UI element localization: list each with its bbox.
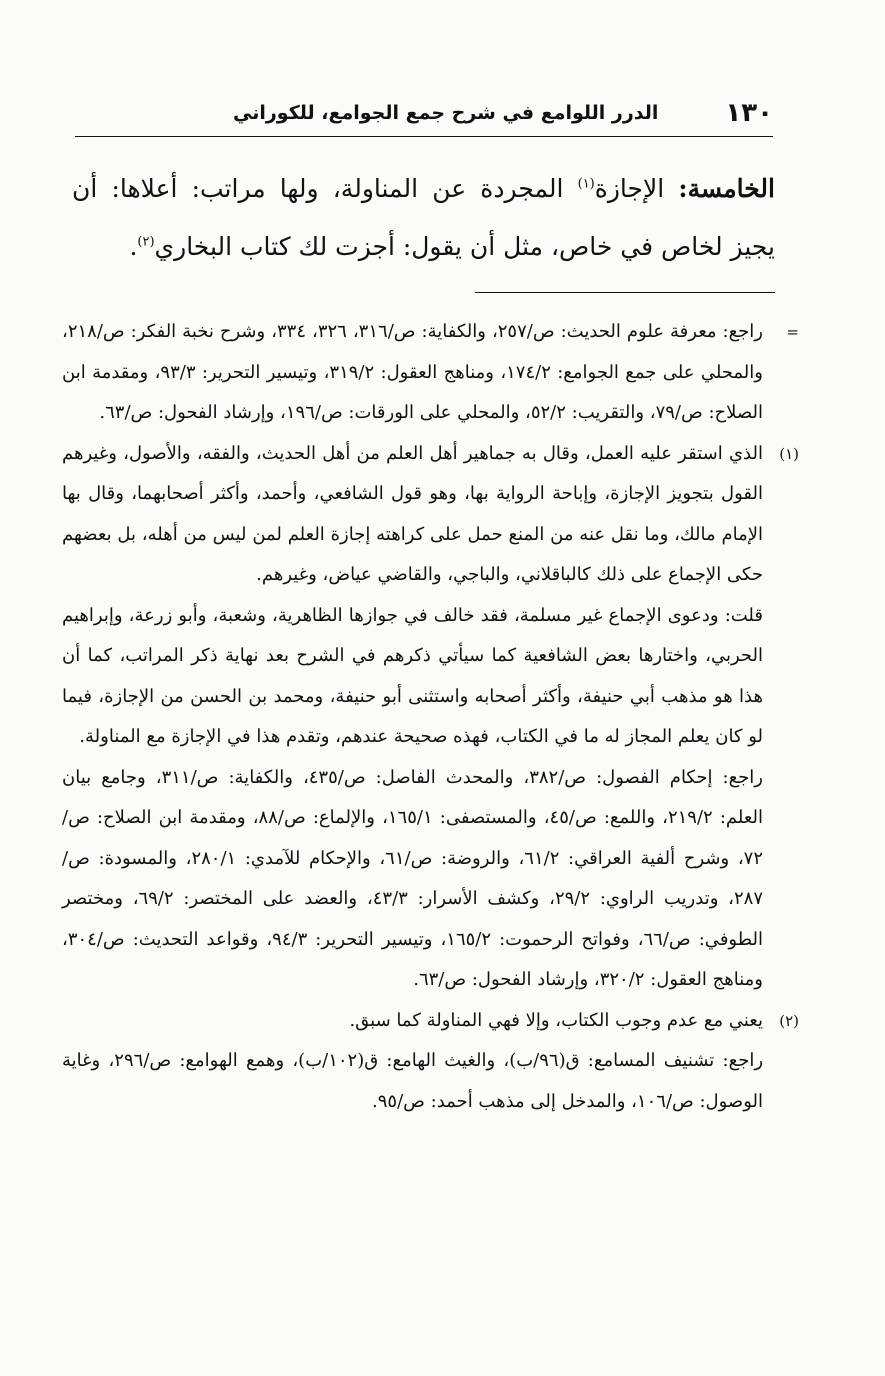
footnote-ref-2: (٢)	[137, 234, 155, 250]
continuation-marker: =	[786, 323, 799, 341]
running-title: الدرر اللوامع في شرح جمع الجوامع، للكوراني	[233, 102, 659, 124]
page-number: ١٣٠	[725, 98, 773, 128]
main-text-part-1: الإجازة	[594, 174, 679, 203]
main-text	[72, 160, 775, 276]
footnote-continuation	[62, 312, 799, 434]
page-header	[75, 96, 773, 137]
main-text-part-2: المجردة عن المناولة، ولها مراتب: أعلاها: أن يجيز لخاص في خاص، مثل أن يقول: أجزت لك كتاب البخاري	[72, 174, 775, 261]
footnote-1	[62, 434, 799, 596]
footnote-2-paragraph-2: راجع: تشنيف المسامع: ق(٩٦/ب)، والغيث الهامع: ق(١٠٢/ب)، وهمع الهوامع: ص/٢٩٦، وغاية الوصول: ص/١٠٦، والمدخل إلى مذهب أحمد: ص/٩٥.	[62, 1050, 764, 1112]
main-paragraph	[72, 160, 775, 276]
section-lead-word: الخامسة:	[678, 174, 775, 203]
continuation-text: راجع: معرفة علوم الحديث: ص/٢٥٧، والكفاية: ص/٣١٦، ٣٢٦، ٣٣٤، وشرح نخبة الفكر: ص/٢١٨، والمحلي على جمع الجوامع: ١٧٤/٢، ومناهج العقول: ٣١٩/٢، وتيسير التحرير: ٩٣/٣، ومقدمة ابن الصلاح: ص/٧٩، والتقريب: ٥٢/٢، والمحلي على الورقات: ص/١٩٦، وإرشاد الفحول: ص/٦٣.	[62, 321, 763, 423]
footnote-2-marker: (٢)	[779, 1011, 799, 1030]
footnote-2	[62, 1001, 799, 1042]
main-text-part-3: .	[129, 232, 138, 261]
footnotes	[62, 312, 799, 1122]
footnote-1-marker: (١)	[779, 444, 799, 463]
footnote-ref-1: (١)	[577, 176, 595, 192]
footnote-1-paragraph-2: قلت: ودعوى الإجماع غير مسلمة، فقد خالف في جوازها الظاهرية، وشعبة، وأبو زرعة، وإبراهيم الحربي، واختارها بعض الشافعية كما سيأتي ذكرهم في الشرح بعد نهاية ذكر المراتب، كما أن هذا هو مذهب أبي حنيفة، وأكثر أصحابه واستثنى أبو حنيفة، ومحمد بن الحسن من الإجازة، فيما لو كان يعلم المجاز له ما في الكتاب، فهذه صحيحة عندهم، وتقدم هذا في الإجازة مع المناولة.	[62, 604, 763, 747]
footnote-2-paragraph-1: يعني مع عدم وجوب الكتاب، وإلا فهي المناولة كما سبق.	[349, 1009, 763, 1031]
footnote-divider	[475, 292, 775, 293]
footnote-1-paragraph-1: الذي استقر عليه العمل، وقال به جماهير أهل العلم من أهل الحديث، والفقه، والأصول، وغيرهم القول بتجويز الإجازة، وإباحة الرواية بها، وهو قول الشافعي، وأحمد، وأكثر أصحابهما، وقال بها الإمام مالك، وما نقل عنه من المنع حمل على كراهته إجازة العلم لمن ليس من أهله، بل بعضهم حكى الإجماع على ذلك كالباقلاني، والباجي، والقاضي عياض، وغيرهم.	[62, 442, 763, 585]
footnote-1-paragraph-3: راجع: إحكام الفصول: ص/٣٨٢، والمحدث الفاصل: ص/٤٣٥، والكفاية: ص/٣١١، وجامع بيان العلم: ٢١٩/٢، واللمع: ص/٤٥، والمستصفى: ١٦٥/١، والإلماع: ص/٨٨، ومقدمة ابن الصلاح: ص/٧٢، وشرح ألفية العراقي: ٦١/٢، والروضة: ص/٦١، والإحكام للآمدي: ٢٨٠/١، والمسودة: ص/٢٨٧، وتدريب الراوي: ٢٩/٢، وكشف الأسرار: ٤٣/٣، والعضد على المختصر: ٦٩/٢، ومختصر الطوفي: ص/٦٦، وفواتح الرحموت: ١٦٥/٢، وتيسير التحرير: ٩٤/٣، وقواعد التحديث: ص/٣٠٤، ومناهج العقول: ٣٢٠/٢، وإرشاد الفحول: ص/٦٣.	[62, 766, 764, 990]
